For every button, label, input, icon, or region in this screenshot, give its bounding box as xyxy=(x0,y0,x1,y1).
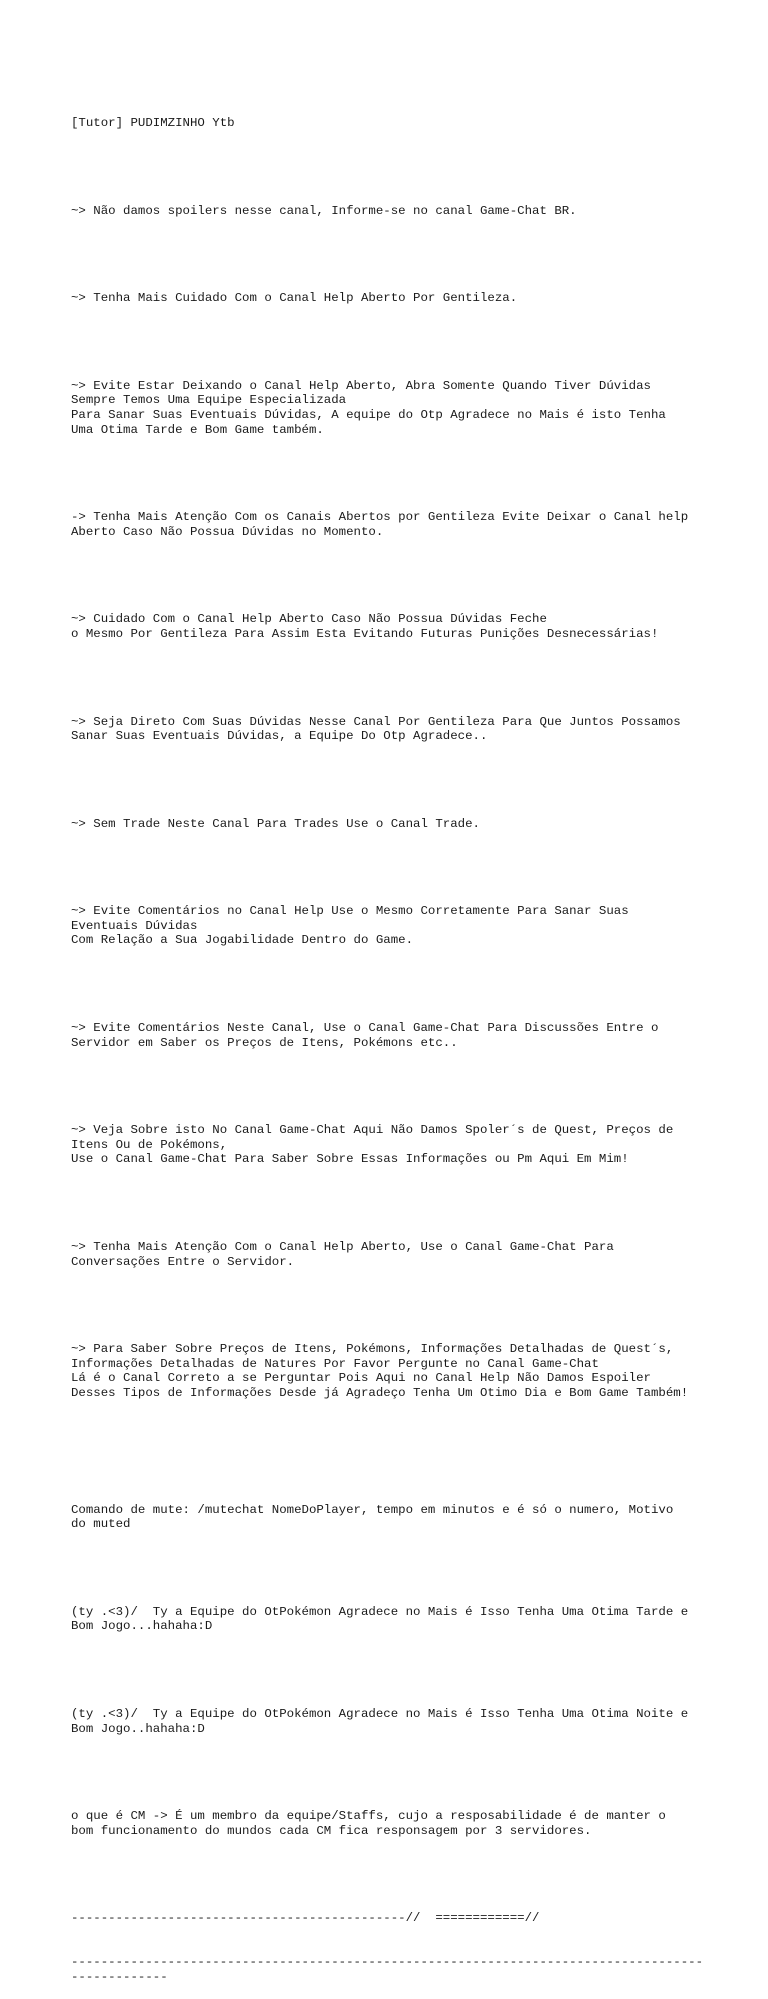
rule-close-help: ~> Cuidado Com o Canal Help Aberto Caso Não Possua Dúvidas Feche o Mesmo Por Gentileza Para Assim Esta Evitando Futuras Punições Desnecessárias! xyxy=(71,612,659,641)
rule-prices-info: ~> Para Saber Sobre Preços de Itens, Pokémons, Informações Detalhadas de Quest´s, Informações Detalhadas de Natures Por Favor Pergunte no Canal Game-Chat Lá é o Canal Correto a se Perguntar Pois Aqui no Canal Help Não Damos Espoiler Desses Tipos de Informações Desde já Agradeço Tenha Um Otimo Dia e Bom Game Também! xyxy=(71,1342,689,1400)
document-header: [Tutor] PUDIMZINHO Ytb xyxy=(71,116,235,131)
document-page xyxy=(71,87,711,1999)
separator-line: ---------------------------------------------// ============// xyxy=(71,1911,540,1926)
rule-avoid-comments: ~> Evite Comentários Neste Canal, Use o Canal Game-Chat Para Discussões Entre o Servidor em Saber os Preços de Itens, Pokémons etc.. xyxy=(71,1021,659,1050)
rule-game-chat: ~> Veja Sobre isto No Canal Game-Chat Aqui Não Damos Spoler´s de Quest, Preços de Itens Ou de Pokémons, Use o Canal Game-Chat Para Saber Sobre Essas Informações ou Pm Aqui Em Mim! xyxy=(71,1123,674,1167)
rule-attention-channels: -> Tenha Mais Atenção Com os Canais Abertos por Gentileza Evite Deixar o Canal help Aberto Caso Não Possua Dúvidas no Momento. xyxy=(71,510,689,539)
greeting-afternoon: (ty .<3)/ Ty a Equipe do OtPokémon Agradece no Mais é Isso Tenha Uma Otima Tarde e Bom Jogo...hahaha:D xyxy=(71,1604,689,1634)
greeting-night: (ty .<3)/ Ty a Equipe do OtPokémon Agradece no Mais é Isso Tenha Uma Otima Noite e Bom Jogo..hahaha:D xyxy=(71,1706,689,1736)
rule-avoid-comments-help: ~> Evite Comentários no Canal Help Use o Mesmo Corretamente Para Sanar Suas Eventuais Dúvidas Com Relação a Sua Jogabilidade Dentro do Game. xyxy=(71,904,629,948)
rule-attention-help: ~> Tenha Mais Atenção Com o Canal Help Aberto, Use o Canal Game-Chat Para Conversações Entre o Servidor. xyxy=(71,1239,614,1269)
rule-avoid-open: ~> Evite Estar Deixando o Canal Help Aberto, Abra Somente Quando Tiver Dúvidas Sempre Temos Uma Equipe Especializada Para Sanar Suas Eventuais Dúvidas, A equipe do Otp Agradece no Mais é isto Tenha Uma Otima Tarde e Bom Game também. xyxy=(71,378,666,437)
rule-help-open: ~> Tenha Mais Cuidado Com o Canal Help Aberto Por Gentileza. xyxy=(71,291,518,306)
dashed-divider: ------------------------------------------------------------------------------------- ------------- xyxy=(71,1955,704,1984)
rule-no-trade: ~> Sem Trade Neste Canal Para Trades Use o Canal Trade. xyxy=(71,816,480,831)
rule-spoilers: ~> Não damos spoilers nesse canal, Informe-se no canal Game-Chat BR. xyxy=(71,203,577,218)
mute-command: Comando de mute: /mutechat NomeDoPlayer, tempo em minutos e é só o numero, Motivo do muted xyxy=(71,1502,674,1532)
cm-definition: o que é CM -> É um membro da equipe/Staffs, cujo a resposabilidade é de manter o bom funcionamento do mundos cada CM fica responsagem por 3 servidores. xyxy=(71,1809,666,1838)
rule-be-direct: ~> Seja Direto Com Suas Dúvidas Nesse Canal Por Gentileza Para Que Juntos Possamos Sanar Suas Eventuais Dúvidas, a Equipe Do Otp Agradece.. xyxy=(71,714,681,744)
